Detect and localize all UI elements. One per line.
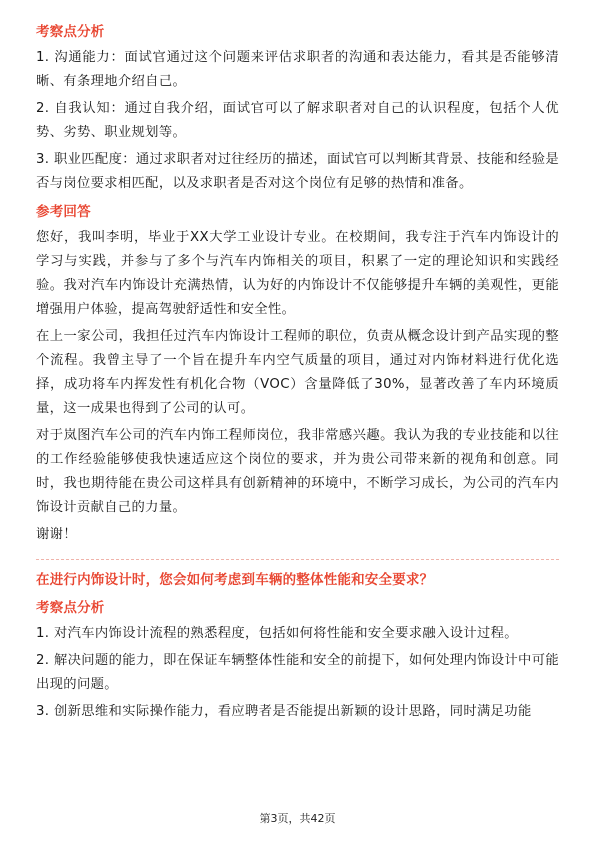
question-title: 在进行内饰设计时，您会如何考虑到车辆的整体性能和安全要求？ bbox=[36, 572, 434, 588]
answer-paragraph-2: 在上一家公司，我担任过汽车内饰设计工程师的职位，负责从概念设计到产品实现的整个流程。我曾主导了一个旨在提升车内空气质量的项目，通过对内饰材料进行优化选择，成功将车内挥发性有机化合物（VOC）含量降低了30%，显著改善了车内环境质量，这一成果也得到了公司的认可。 bbox=[36, 329, 559, 416]
answer-paragraph-1: 您好，我叫李明，毕业于XX大学工业设计专业。在校期间，我专注于汽车内饰设计的学习与实践，并参与了多个与汽车内饰相关的项目，积累了一定的理论知识和实践经验。我对汽车内饰设计充满热情，认为好的内饰设计不仅能够提升车辆的美观性，更能增强用户体验，提高驾驶舒适性和安全性。 bbox=[36, 230, 559, 317]
analysis2-item-2: 2. 解决问题的能力，即在保证车辆整体性能和安全的前提下，如何处理内饰设计中可能出现的问题。 bbox=[36, 653, 559, 692]
question-divider bbox=[36, 559, 559, 560]
analysis-item-2: 2. 自我认知：通过自我介绍，面试官可以了解求职者对自己的认识程度，包括个人优势、劣势、职业规划等。 bbox=[36, 101, 559, 140]
page-number-footer: 第3页，共42页 bbox=[259, 812, 336, 825]
analysis-heading-2: 考察点分析 bbox=[36, 600, 105, 616]
analysis-item-1: 1. 沟通能力：面试官通过这个问题来评估求职者的沟通和表达能力，看其是否能够清晰、有条理地介绍自己。 bbox=[36, 50, 559, 89]
page-content bbox=[36, 20, 559, 724]
answer-paragraph-4: 谢谢！ bbox=[36, 527, 77, 542]
answer-paragraph-3: 对于岚图汽车公司的汽车内饰工程师岗位，我非常感兴趣。我认为我的专业技能和以往的工作经验能够使我快速适应这个岗位的要求，并为贵公司带来新的视角和创意。同时，我也期待能在贵公司这样具有创新精神的环境中，不断学习成长，为公司的汽车内饰设计贡献自己的力量。 bbox=[36, 428, 559, 515]
analysis-item-3: 3. 职业匹配度：通过求职者对过往经历的描述，面试官可以判断其背景、技能和经验是否与岗位要求相匹配，以及求职者是否对这个岗位有足够的热情和准备。 bbox=[36, 152, 559, 191]
analysis2-item-1: 1. 对汽车内饰设计流程的熟悉程度，包括如何将性能和安全要求融入设计过程。 bbox=[36, 626, 518, 641]
reference-answer-heading: 参考回答 bbox=[36, 204, 91, 220]
analysis2-item-3: 3. 创新思维和实际操作能力，看应聘者是否能提出新颖的设计思路，同时满足功能 bbox=[36, 704, 532, 719]
analysis-heading: 考察点分析 bbox=[36, 24, 105, 40]
